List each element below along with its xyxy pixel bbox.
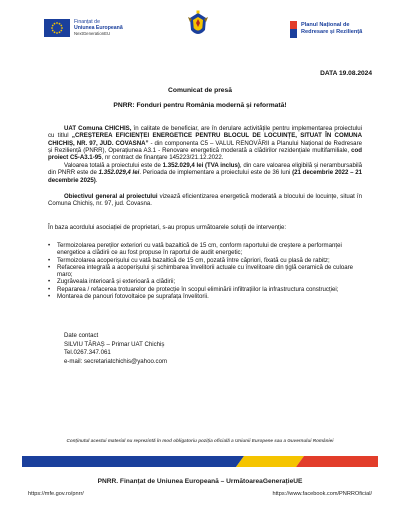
list-item: • Zugrăveala interioară și exterioară a clădirii; xyxy=(48,278,362,285)
eu-flag-icon xyxy=(44,19,70,37)
page-subtitle: PNRR: Fonduri pentru România modernă și reformată! xyxy=(113,102,287,109)
pnrr-logo xyxy=(290,18,380,40)
footer-links xyxy=(28,491,372,497)
list-item: • Repararea / refacerea trotuarelor de protecție în scopul eliminării infiltrațiilor la infrastructura construcției; xyxy=(48,286,362,293)
eu-funding-logo xyxy=(44,13,164,43)
contact-email: e-mail: secretariatchichis@yahoo.com xyxy=(64,357,168,365)
pnrr-logo-line2: Redresare și Reziliență xyxy=(301,29,363,35)
footer-color-stripe xyxy=(22,456,378,467)
pnrr-logo-icon xyxy=(290,21,297,38)
eu-logo-line1: Finanțat de xyxy=(74,19,100,25)
stripe-yellow xyxy=(236,456,304,467)
eu-logo-line2: Uniunea Europeană xyxy=(74,25,123,31)
paragraph-value: Valoarea totală a proiectului este de 1.352.029,4 lei (TVA inclus), din care valoarea eligibilă și nerambursabilă din PNRR este de 1.352.029,4 lei. Perioada de implementare a proiectului este de 36 luni (21 decembrie 2022 – 21 decembrie 2025). xyxy=(48,162,362,184)
disclaimer-text: Conținutul acestui material nu reprezintă în mod obligatoriu poziția oficială a Uniunii Europene sau a Guvernului României xyxy=(66,438,334,443)
paragraph-interventions-intro: În baza acordului asociației de proprietari, s-au propus următoarele soluții de intervenție: xyxy=(48,224,287,231)
list-item: • Termoizolarea pereților exteriori cu vată bazaltică de 15 cm, conform raportului de creștere a performanței energetice a clădirii ce au fost propuse în raportul de audit energetic; xyxy=(48,242,362,257)
contact-phone: Tel.0267.347.061 xyxy=(64,349,111,357)
interventions-list xyxy=(48,242,362,300)
pnrr-logo-line1: Planul Național de xyxy=(301,22,350,29)
release-date: DATA 19.08.2024 xyxy=(320,70,372,77)
facebook-link[interactable]: https://www.facebook.com/PNRROficial/ xyxy=(272,491,372,497)
paragraph-beneficiary: UAT Comuna CHICHIS, în calitate de beneficiar, are în derulare activitățile pentru implementarea proiectului cu titlul „CREȘTEREA EFICIENȚEI ENERGETICE PENTRU BLOCUL DE LOCUINȚE, SITUAT ÎN COMUNA CHICHIȘ, NR. 97, JUD. COVASNA” - din componenta C5 – VALUL RENOVĂRII a Planului Național de Redresare și Reziliență (PNRR), Operațiunea A3.1 - Renovare energetică moderată a clădirilor rezidențiale multifamiliale, cod proiect C5-A3.1-95, nr contract de finanțare 145223/21.12.2022. xyxy=(48,125,362,162)
stripe-blue xyxy=(22,456,244,467)
romania-coat-of-arms-icon xyxy=(186,10,210,40)
contact-block xyxy=(64,332,167,366)
contact-heading: Date contact xyxy=(64,332,99,339)
stripe-red xyxy=(296,456,378,467)
list-item: • Termoizolarea acoperișului cu vată bazaltică de 15 cm, pozată între căpriori, fixată cu plasă de rabitz; xyxy=(48,257,362,264)
footer-title: PNRR. Finanțat de Uniunea Europeană – UrmătoareaGenerațieUE xyxy=(97,478,303,485)
eu-logo-line3: NextGenerationEU xyxy=(74,31,111,36)
page-title: Comunicat de presă xyxy=(168,87,232,94)
mfe-link[interactable]: https://mfe.gov.ro/pnrr/ xyxy=(28,491,84,497)
list-item: • Refacerea integrală a acoperișului și schimbarea învelitorii actuale cu învelitoare din țiglă ceramică de culoare maro; xyxy=(48,264,362,279)
list-item: • Montarea de panouri fotovoltaice pe suprafața învelitorii. xyxy=(48,293,362,300)
contact-name: SILVIU TĂRAȘ – Primar UAT Chichiș xyxy=(64,340,165,348)
paragraph-objective: Obiectivul general al proiectului vizează eficientizarea energetică moderată a blocului de locuințe, situat în Comuna Chichiș, nr. 97, jud. Covasna. xyxy=(48,193,362,208)
